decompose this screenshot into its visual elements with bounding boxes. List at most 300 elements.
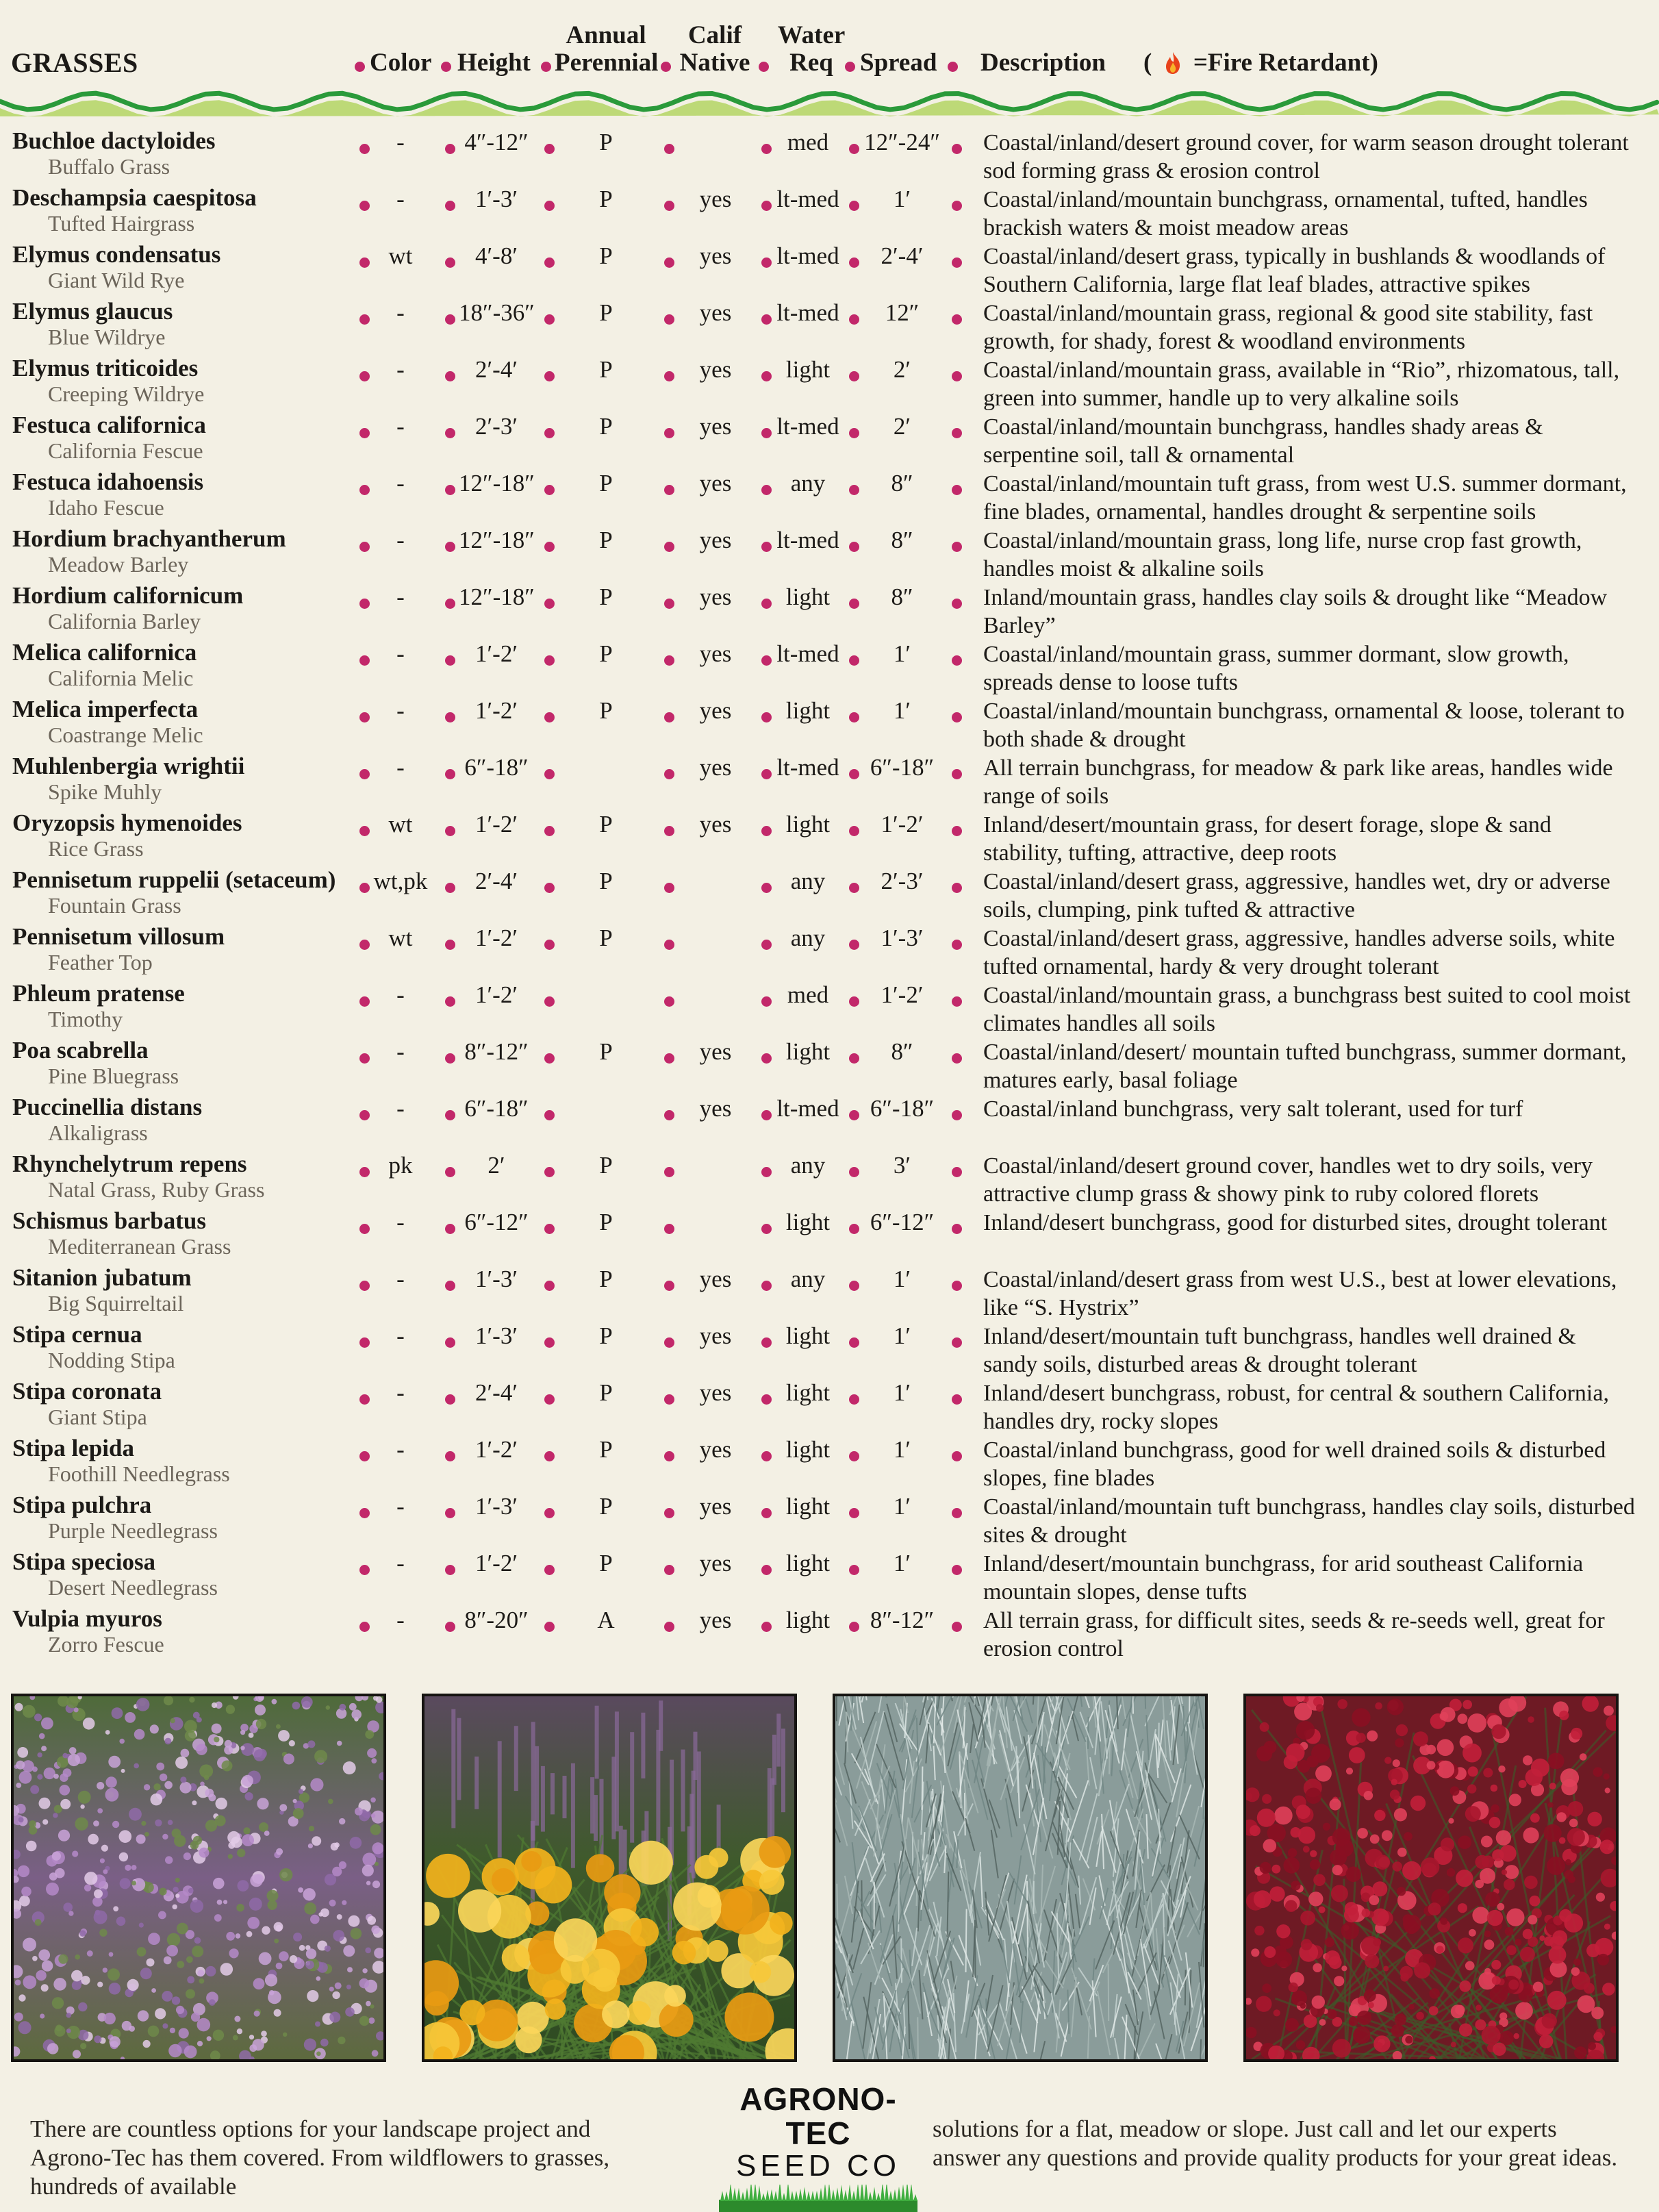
cell-color: - bbox=[373, 1607, 428, 1634]
cell-height: 1′-3′ bbox=[459, 186, 534, 213]
cell-water: lt-med bbox=[770, 413, 846, 440]
row-bullet bbox=[664, 1281, 674, 1291]
row-bullet bbox=[849, 940, 859, 950]
cell-spread: 8″ bbox=[859, 470, 945, 497]
table-row bbox=[0, 464, 1659, 521]
row-bullet bbox=[952, 257, 962, 268]
row-bullet bbox=[359, 1565, 370, 1575]
scientific-name: Elymus triticoides bbox=[12, 355, 198, 382]
cell-color: - bbox=[373, 356, 428, 384]
row-bullet bbox=[952, 371, 962, 381]
table-row bbox=[0, 1090, 1659, 1146]
row-bullet bbox=[544, 1224, 555, 1234]
header-description: Description bbox=[980, 49, 1106, 77]
cell-native: yes bbox=[678, 1322, 753, 1350]
cell-color: - bbox=[373, 186, 428, 213]
header-bullet bbox=[355, 62, 365, 72]
row-bullet bbox=[544, 542, 555, 552]
blue-grass-photo bbox=[833, 1694, 1208, 2062]
row-bullet bbox=[664, 883, 674, 893]
row-bullet bbox=[359, 144, 370, 154]
row-bullet bbox=[664, 1508, 674, 1518]
cell-ap: P bbox=[575, 527, 637, 554]
cell-color: - bbox=[373, 1322, 428, 1350]
cell-water: light bbox=[770, 697, 846, 725]
row-bullet bbox=[445, 996, 455, 1007]
common-name: California Fescue bbox=[48, 438, 203, 463]
common-name: Blue Wildrye bbox=[48, 325, 165, 349]
cell-water: light bbox=[770, 1550, 846, 1577]
row-bullet bbox=[952, 655, 962, 666]
cell-ap: P bbox=[575, 1152, 637, 1179]
cell-color: wt bbox=[373, 242, 428, 270]
cell-water: light bbox=[770, 1607, 846, 1634]
header-annual: Annual bbox=[555, 22, 657, 49]
cell-description: Coastal/inland/mountain grass, summer dormant, slow growth, spreads dense to loose tufts bbox=[983, 640, 1635, 696]
cell-description: Coastal/inland bunchgrass, very salt tolerant, used for turf bbox=[983, 1095, 1635, 1123]
cell-color: wt bbox=[373, 811, 428, 838]
cell-color: - bbox=[373, 1493, 428, 1520]
row-bullet bbox=[664, 542, 674, 552]
row-bullet bbox=[544, 826, 555, 836]
row-bullet bbox=[445, 428, 455, 438]
scientific-name: Melica imperfecta bbox=[12, 696, 198, 723]
row-bullet bbox=[544, 940, 555, 950]
row-bullet bbox=[359, 1110, 370, 1120]
row-bullet bbox=[952, 883, 962, 893]
row-bullet bbox=[952, 1622, 962, 1632]
row-bullet bbox=[445, 599, 455, 609]
cell-color: - bbox=[373, 129, 428, 156]
cell-height: 1′-2′ bbox=[459, 925, 534, 952]
cell-description: Coastal/inland/mountain grass, regional & good site stability, fast growth, for shady, forest & woodland environments bbox=[983, 299, 1635, 355]
scientific-name: Deschampsia caespitosa bbox=[12, 184, 257, 212]
scientific-name: Elymus glaucus bbox=[12, 298, 173, 325]
cell-ap: P bbox=[575, 1209, 637, 1236]
table-row bbox=[0, 1431, 1659, 1487]
cell-ap: P bbox=[575, 1493, 637, 1520]
row-bullet bbox=[849, 712, 859, 722]
table-header bbox=[0, 0, 1659, 130]
cell-native: yes bbox=[678, 1379, 753, 1407]
cell-height: 6″-18″ bbox=[459, 1095, 534, 1122]
cell-height: 1′-2′ bbox=[459, 1550, 534, 1577]
cell-native: yes bbox=[678, 413, 753, 440]
scientific-name: Muhlenbergia wrightii bbox=[12, 753, 244, 780]
row-bullet bbox=[445, 769, 455, 779]
common-name: Alkaligrass bbox=[48, 1120, 148, 1145]
row-bullet bbox=[664, 257, 674, 268]
scientific-name: Elymus condensatus bbox=[12, 241, 220, 268]
row-bullet bbox=[359, 542, 370, 552]
cell-ap: P bbox=[575, 186, 637, 213]
cell-spread: 8″ bbox=[859, 1038, 945, 1066]
row-bullet bbox=[952, 1281, 962, 1291]
cell-description: Coastal/inland/desert grass, typically in bushlands & woodlands of Southern California, large flat leaf blades, attractive spikes bbox=[983, 242, 1635, 299]
row-bullet bbox=[359, 1281, 370, 1291]
cell-color: - bbox=[373, 299, 428, 327]
common-name: Mediterranean Grass bbox=[48, 1234, 231, 1259]
row-bullet bbox=[445, 314, 455, 325]
common-name: Creeping Wildrye bbox=[48, 381, 204, 406]
row-bullet bbox=[664, 144, 674, 154]
row-bullet bbox=[664, 1167, 674, 1177]
cell-spread: 1′ bbox=[859, 640, 945, 668]
cell-ap: P bbox=[575, 925, 637, 952]
row-bullet bbox=[952, 1394, 962, 1405]
scientific-name: Melica californica bbox=[12, 639, 197, 666]
header-native: Native bbox=[676, 49, 753, 77]
cell-native: yes bbox=[678, 754, 753, 781]
cell-ap: P bbox=[575, 1379, 637, 1407]
row-bullet bbox=[544, 144, 555, 154]
table-row bbox=[0, 692, 1659, 749]
cell-height: 1′-3′ bbox=[459, 1266, 534, 1293]
cell-native: yes bbox=[678, 1550, 753, 1577]
row-bullet bbox=[359, 712, 370, 722]
cell-native: yes bbox=[678, 1266, 753, 1293]
cell-water: lt-med bbox=[770, 754, 846, 781]
scientific-name: Sitanion jubatum bbox=[12, 1264, 192, 1292]
header-bullet bbox=[948, 62, 958, 72]
cell-water: light bbox=[770, 1038, 846, 1066]
cell-height: 1′-2′ bbox=[459, 697, 534, 725]
scientific-name: Rhynchelytrum repens bbox=[12, 1151, 247, 1178]
row-bullet bbox=[952, 996, 962, 1007]
row-bullet bbox=[952, 826, 962, 836]
row-bullet bbox=[952, 940, 962, 950]
cell-color: - bbox=[373, 981, 428, 1009]
common-name: Idaho Fescue bbox=[48, 495, 164, 520]
common-name: Zorro Fescue bbox=[48, 1632, 164, 1657]
cell-color: - bbox=[373, 527, 428, 554]
cell-native: yes bbox=[678, 583, 753, 611]
footer-text-left: There are countless options for your landscape project and Agrono-Tec has them covered. From wildflowers to grasses, hundreds of available bbox=[30, 2115, 674, 2201]
cell-spread: 6″-18″ bbox=[859, 754, 945, 781]
row-bullet bbox=[359, 1451, 370, 1461]
cell-description: Coastal/inland/desert ground cover, handles wet to dry soils, very attractive clump grass & showy pink to ruby colored florets bbox=[983, 1152, 1635, 1208]
scientific-name: Stipa speciosa bbox=[12, 1548, 155, 1576]
row-bullet bbox=[544, 883, 555, 893]
table-row bbox=[0, 1146, 1659, 1203]
cell-ap: P bbox=[575, 129, 637, 156]
cell-color: wt bbox=[373, 925, 428, 952]
photo-image bbox=[14, 1696, 383, 2059]
common-name: Meadow Barley bbox=[48, 552, 188, 577]
cell-description: Inland/desert/mountain bunchgrass, for arid southeast California mountain slopes, dense tufts bbox=[983, 1550, 1635, 1606]
scientific-name: Oryzopsis hymenoides bbox=[12, 809, 242, 837]
cell-native: yes bbox=[678, 470, 753, 497]
row-bullet bbox=[445, 940, 455, 950]
row-bullet bbox=[359, 940, 370, 950]
scientific-name: Stipa lepida bbox=[12, 1435, 134, 1462]
cell-description: Coastal/inland/mountain grass, a bunchgrass best suited to cool moist climates handles all soils bbox=[983, 981, 1635, 1038]
row-bullet bbox=[544, 1622, 555, 1632]
common-name: Fountain Grass bbox=[48, 893, 181, 918]
table-row bbox=[0, 805, 1659, 862]
header-spread: Spread bbox=[860, 49, 937, 77]
cell-spread: 8″ bbox=[859, 527, 945, 554]
cell-spread: 8″ bbox=[859, 583, 945, 611]
photo-image bbox=[425, 1696, 794, 2059]
header-bullet bbox=[759, 62, 769, 72]
row-bullet bbox=[664, 940, 674, 950]
cell-spread: 1′ bbox=[859, 1266, 945, 1293]
cell-water: light bbox=[770, 1436, 846, 1463]
row-bullet bbox=[544, 1508, 555, 1518]
scientific-name: Phleum pratense bbox=[12, 980, 185, 1007]
row-bullet bbox=[952, 1167, 962, 1177]
cell-color: - bbox=[373, 1266, 428, 1293]
cell-ap: P bbox=[575, 1266, 637, 1293]
common-name: Coastrange Melic bbox=[48, 722, 203, 747]
cell-color: - bbox=[373, 1095, 428, 1122]
row-bullet bbox=[544, 1394, 555, 1405]
logo-line-1: AGRONO-TEC bbox=[709, 2082, 927, 2150]
row-bullet bbox=[952, 485, 962, 495]
table-row bbox=[0, 237, 1659, 294]
row-bullet bbox=[849, 1565, 859, 1575]
row-bullet bbox=[445, 826, 455, 836]
cell-height: 4′-8′ bbox=[459, 242, 534, 270]
cell-description: Coastal/inland/desert ground cover, for warm season drought tolerant sod forming grass & erosion control bbox=[983, 129, 1635, 185]
row-bullet bbox=[544, 769, 555, 779]
row-bullet bbox=[849, 1224, 859, 1234]
scientific-name: Festuca californica bbox=[12, 412, 206, 439]
cell-spread: 8″-12″ bbox=[859, 1607, 945, 1634]
scientific-name: Poa scabrella bbox=[12, 1037, 149, 1064]
header-calif: Calif bbox=[676, 22, 753, 49]
row-bullet bbox=[445, 1565, 455, 1575]
row-bullet bbox=[544, 371, 555, 381]
page-title: GRASSES bbox=[11, 49, 138, 77]
row-bullet bbox=[664, 769, 674, 779]
header-color: Color bbox=[370, 49, 431, 77]
cell-native: yes bbox=[678, 527, 753, 554]
row-bullet bbox=[664, 428, 674, 438]
table-row bbox=[0, 123, 1659, 180]
cell-height: 2′-4′ bbox=[459, 356, 534, 384]
row-bullet bbox=[445, 1110, 455, 1120]
row-bullet bbox=[544, 1167, 555, 1177]
row-bullet bbox=[544, 712, 555, 722]
cell-color: - bbox=[373, 1038, 428, 1066]
cell-native: yes bbox=[678, 640, 753, 668]
cell-water: lt-med bbox=[770, 299, 846, 327]
row-bullet bbox=[952, 1224, 962, 1234]
flame-icon bbox=[1164, 51, 1182, 75]
cell-ap: P bbox=[575, 299, 637, 327]
scientific-name: Vulpia myuros bbox=[12, 1605, 162, 1633]
header-bullet bbox=[541, 62, 551, 72]
logo-grass-icon bbox=[719, 2185, 917, 2212]
row-bullet bbox=[445, 1337, 455, 1348]
row-bullet bbox=[359, 1622, 370, 1632]
cell-native: yes bbox=[678, 1607, 753, 1634]
row-bullet bbox=[849, 599, 859, 609]
table-row bbox=[0, 1487, 1659, 1544]
row-bullet bbox=[445, 371, 455, 381]
row-bullet bbox=[359, 826, 370, 836]
cell-ap: P bbox=[575, 697, 637, 725]
row-bullet bbox=[849, 201, 859, 211]
photo-image bbox=[835, 1696, 1205, 2059]
cell-ap: P bbox=[575, 868, 637, 895]
row-bullet bbox=[849, 996, 859, 1007]
cell-color: - bbox=[373, 1379, 428, 1407]
cell-ap: P bbox=[575, 413, 637, 440]
cell-native: yes bbox=[678, 242, 753, 270]
row-bullet bbox=[445, 883, 455, 893]
row-bullet bbox=[664, 996, 674, 1007]
row-bullet bbox=[664, 314, 674, 325]
purple-wildflowers-photo bbox=[11, 1694, 386, 2062]
cell-ap: P bbox=[575, 356, 637, 384]
cell-description: Inland/mountain grass, handles clay soils & drought like “Meadow Barley” bbox=[983, 583, 1635, 640]
table-row bbox=[0, 1374, 1659, 1431]
row-bullet bbox=[544, 1053, 555, 1064]
cell-description: Coastal/inland/mountain grass, long life, nurse crop fast growth, handles moist & alkaline soils bbox=[983, 527, 1635, 583]
scientific-name: Stipa coronata bbox=[12, 1378, 162, 1405]
cell-height: 1′-2′ bbox=[459, 640, 534, 668]
cell-water: lt-med bbox=[770, 242, 846, 270]
cell-height: 12″-18″ bbox=[459, 470, 534, 497]
cell-ap: A bbox=[575, 1607, 637, 1634]
table-row bbox=[0, 1544, 1659, 1601]
row-bullet bbox=[849, 428, 859, 438]
cell-water: med bbox=[770, 981, 846, 1009]
row-bullet bbox=[544, 1110, 555, 1120]
cell-height: 1′-2′ bbox=[459, 981, 534, 1009]
row-bullet bbox=[359, 655, 370, 666]
row-bullet bbox=[664, 1053, 674, 1064]
common-name: Spike Muhly bbox=[48, 779, 162, 804]
common-name: Pine Bluegrass bbox=[48, 1064, 179, 1088]
scientific-name: Buchloe dactyloides bbox=[12, 127, 216, 155]
row-bullet bbox=[849, 257, 859, 268]
row-bullet bbox=[952, 1508, 962, 1518]
common-name: Big Squirreltail bbox=[48, 1291, 183, 1316]
cell-water: light bbox=[770, 1322, 846, 1350]
cell-water: any bbox=[770, 1266, 846, 1293]
row-bullet bbox=[445, 257, 455, 268]
row-bullet bbox=[952, 1053, 962, 1064]
row-bullet bbox=[952, 599, 962, 609]
cell-color: - bbox=[373, 697, 428, 725]
row-bullet bbox=[445, 1167, 455, 1177]
cell-ap: P bbox=[575, 1038, 637, 1066]
common-name: Rice Grass bbox=[48, 836, 144, 861]
common-name: Purple Needlegrass bbox=[48, 1518, 218, 1543]
row-bullet bbox=[359, 1337, 370, 1348]
row-bullet bbox=[359, 485, 370, 495]
cell-spread: 1′ bbox=[859, 697, 945, 725]
row-bullet bbox=[445, 1451, 455, 1461]
common-name: Nodding Stipa bbox=[48, 1348, 175, 1372]
cell-water: med bbox=[770, 129, 846, 156]
cell-height: 2′ bbox=[459, 1152, 534, 1179]
row-bullet bbox=[445, 712, 455, 722]
common-name: Timothy bbox=[48, 1007, 123, 1031]
row-bullet bbox=[952, 1337, 962, 1348]
cell-water: light bbox=[770, 583, 846, 611]
scientific-name: Stipa cernua bbox=[12, 1321, 142, 1348]
cell-description: Inland/desert/mountain grass, for desert forage, slope & sand stability, tufting, attractive, deep roots bbox=[983, 811, 1635, 867]
row-bullet bbox=[664, 655, 674, 666]
row-bullet bbox=[359, 1224, 370, 1234]
scientific-name: Hordium brachyantherum bbox=[12, 525, 286, 553]
row-bullet bbox=[952, 1565, 962, 1575]
row-bullet bbox=[664, 826, 674, 836]
cell-spread: 12″ bbox=[859, 299, 945, 327]
row-bullet bbox=[664, 1565, 674, 1575]
cell-ap: P bbox=[575, 470, 637, 497]
row-bullet bbox=[359, 1394, 370, 1405]
row-bullet bbox=[445, 542, 455, 552]
row-bullet bbox=[952, 201, 962, 211]
row-bullet bbox=[664, 485, 674, 495]
row-bullet bbox=[849, 1110, 859, 1120]
common-name: Buffalo Grass bbox=[48, 154, 170, 179]
row-bullet bbox=[849, 1622, 859, 1632]
red-flowers-photo bbox=[1243, 1694, 1619, 2062]
poppies-lupine-photo bbox=[422, 1694, 797, 2062]
legend-fire-text: =Fire Retardant) bbox=[1193, 49, 1378, 77]
row-bullet bbox=[445, 1508, 455, 1518]
cell-ap: P bbox=[575, 1322, 637, 1350]
cell-spread: 1′ bbox=[859, 1379, 945, 1407]
cell-spread: 12″-24″ bbox=[859, 129, 945, 156]
header-wave-divider bbox=[0, 81, 1659, 129]
footer-text-right: solutions for a flat, meadow or slope. Just call and let our experts answer any questions and provide quality products for your great ideas. bbox=[933, 2115, 1624, 2172]
row-bullet bbox=[849, 1281, 859, 1291]
row-bullet bbox=[664, 1110, 674, 1120]
row-bullet bbox=[445, 485, 455, 495]
photo-image bbox=[1246, 1696, 1616, 2059]
row-bullet bbox=[849, 1451, 859, 1461]
cell-height: 2′-4′ bbox=[459, 868, 534, 895]
row-bullet bbox=[544, 1451, 555, 1461]
row-bullet bbox=[952, 542, 962, 552]
cell-color: - bbox=[373, 640, 428, 668]
row-bullet bbox=[849, 1167, 859, 1177]
row-bullet bbox=[359, 1508, 370, 1518]
cell-description: All terrain grass, for difficult sites, seeds & re-seeds well, great for erosion control bbox=[983, 1607, 1635, 1663]
row-bullet bbox=[664, 1337, 674, 1348]
row-bullet bbox=[849, 144, 859, 154]
row-bullet bbox=[952, 428, 962, 438]
scientific-name: Pennisetum ruppelii (setaceum) bbox=[12, 866, 335, 894]
header-req: Req bbox=[774, 49, 849, 77]
cell-height: 1′-2′ bbox=[459, 1436, 534, 1463]
row-bullet bbox=[849, 371, 859, 381]
cell-height: 1′-3′ bbox=[459, 1493, 534, 1520]
cell-spread: 6″-18″ bbox=[859, 1095, 945, 1122]
common-name: Tufted Hairgrass bbox=[48, 211, 194, 236]
cell-color: - bbox=[373, 1436, 428, 1463]
row-bullet bbox=[544, 655, 555, 666]
row-bullet bbox=[544, 257, 555, 268]
cell-ap: P bbox=[575, 811, 637, 838]
cell-spread: 1′-2′ bbox=[859, 811, 945, 838]
row-bullet bbox=[849, 314, 859, 325]
header-water: Water bbox=[774, 22, 849, 49]
row-bullet bbox=[664, 1394, 674, 1405]
row-bullet bbox=[664, 1451, 674, 1461]
table-row bbox=[0, 407, 1659, 464]
legend-open-paren: ( bbox=[1143, 49, 1152, 77]
row-bullet bbox=[359, 769, 370, 779]
